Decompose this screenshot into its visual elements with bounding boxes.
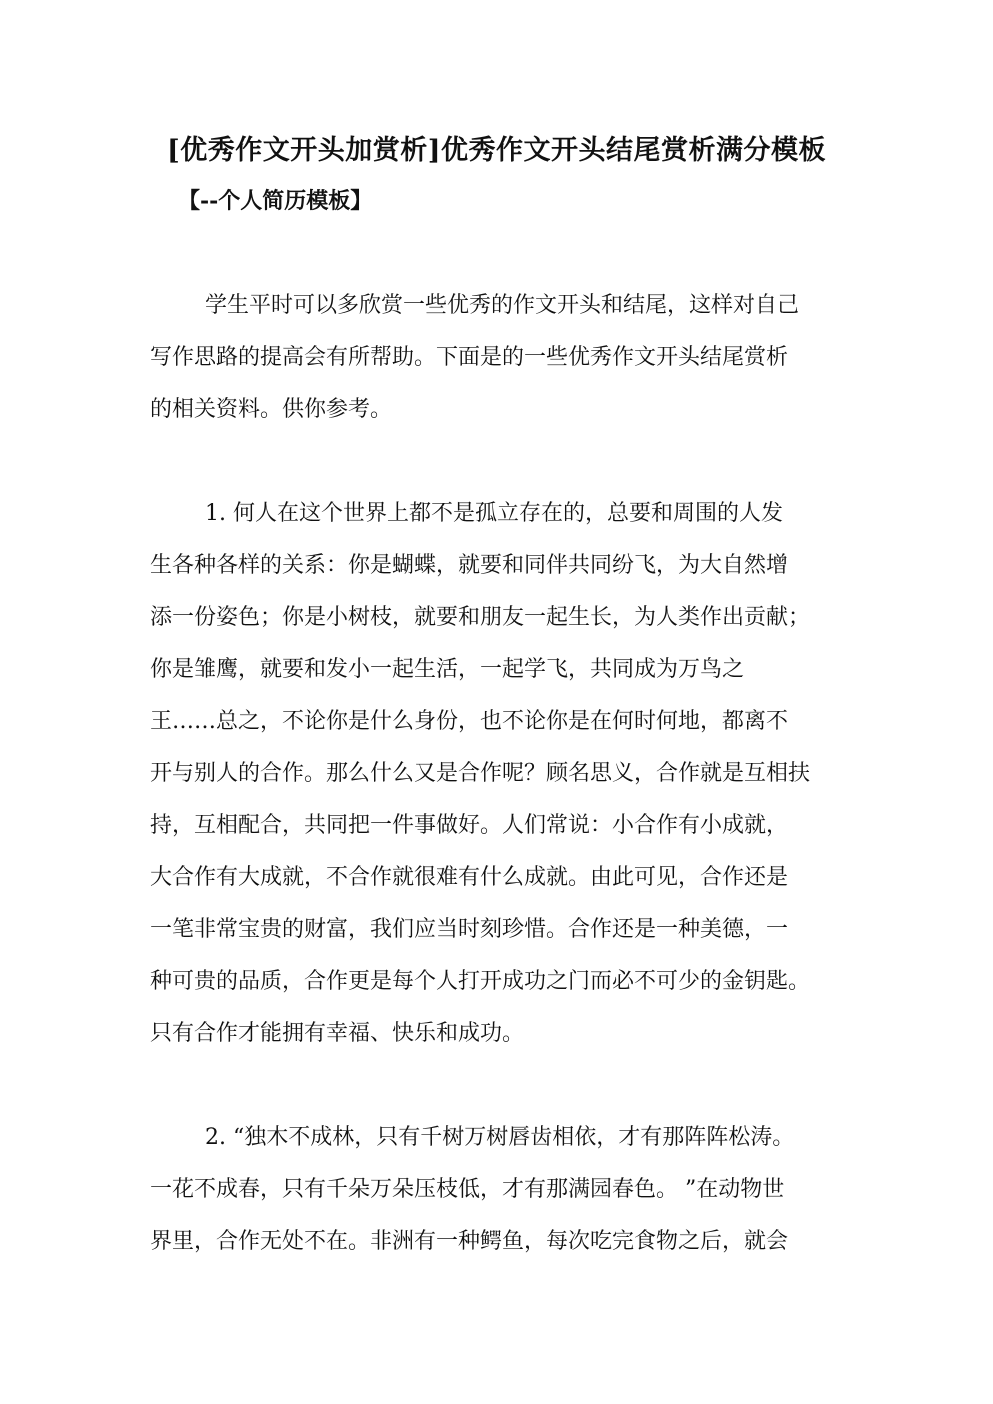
text-line: 写作思路的提高会有所帮助。下面是的一些优秀作文开头结尾赏析 [150,345,789,370]
text-line: 开与别人的合作。那么什么又是合作呢？顾名思义，合作就是互相扶 [150,761,811,786]
text-line: 界里，合作无处不在。非洲有一种鳄鱼，每次吃完食物之后，就会 [150,1229,789,1254]
text-line: 学生平时可以多欣赏一些优秀的作文开头和结尾，这样对自己 [205,293,800,318]
text-line: 种可贵的品质，合作更是每个人打开成功之门而必不可少的金钥匙。 [150,969,811,994]
numbered-paragraph-1 [150,488,850,1060]
text-line: 2. “独木不成林，只有千树万树唇齿相依，才有那阵阵松涛。 [205,1125,795,1150]
text-line: 持，互相配合，共同把一件事做好。人们常说：小合作有小成就， [150,813,789,838]
text-line: 你是雏鹰，就要和发小一起生活，一起学飞，共同成为万鸟之 [150,657,745,682]
text-line: 一花不成春，只有千朵万朵压枝低，才有那满园春色。 ”在动物世 [150,1177,785,1202]
text-line: 添一份姿色；你是小树枝，就要和朋友一起生长，为人类作出贡献； [150,605,811,630]
text-line: 只有合作才能拥有幸福、快乐和成功。 [150,1021,525,1046]
text-line: 的相关资料。供你参考。 [150,397,393,422]
text-line: 王……总之，不论你是什么身份，也不论你是在何时何地，都离不 [150,709,789,734]
text-line: 一笔非常宝贵的财富，我们应当时刻珍惜。合作还是一种美德，一 [150,917,789,942]
numbered-paragraph-2 [150,1112,850,1268]
document-subtitle: 【--个人简历模板】 [178,188,373,214]
text-line: 1. 何人在这个世界上都不是孤立存在的，总要和周围的人发 [205,501,783,526]
text-line: 生各种各样的关系：你是蝴蝶，就要和同伴共同纷飞，为大自然增 [150,553,789,578]
intro-paragraph [150,280,850,436]
document-title: [优秀作文开头加赏析]优秀作文开头结尾赏析满分模板 [166,135,827,166]
text-line: 大合作有大成就，不合作就很难有什么成就。由此可见，合作还是 [150,865,789,890]
